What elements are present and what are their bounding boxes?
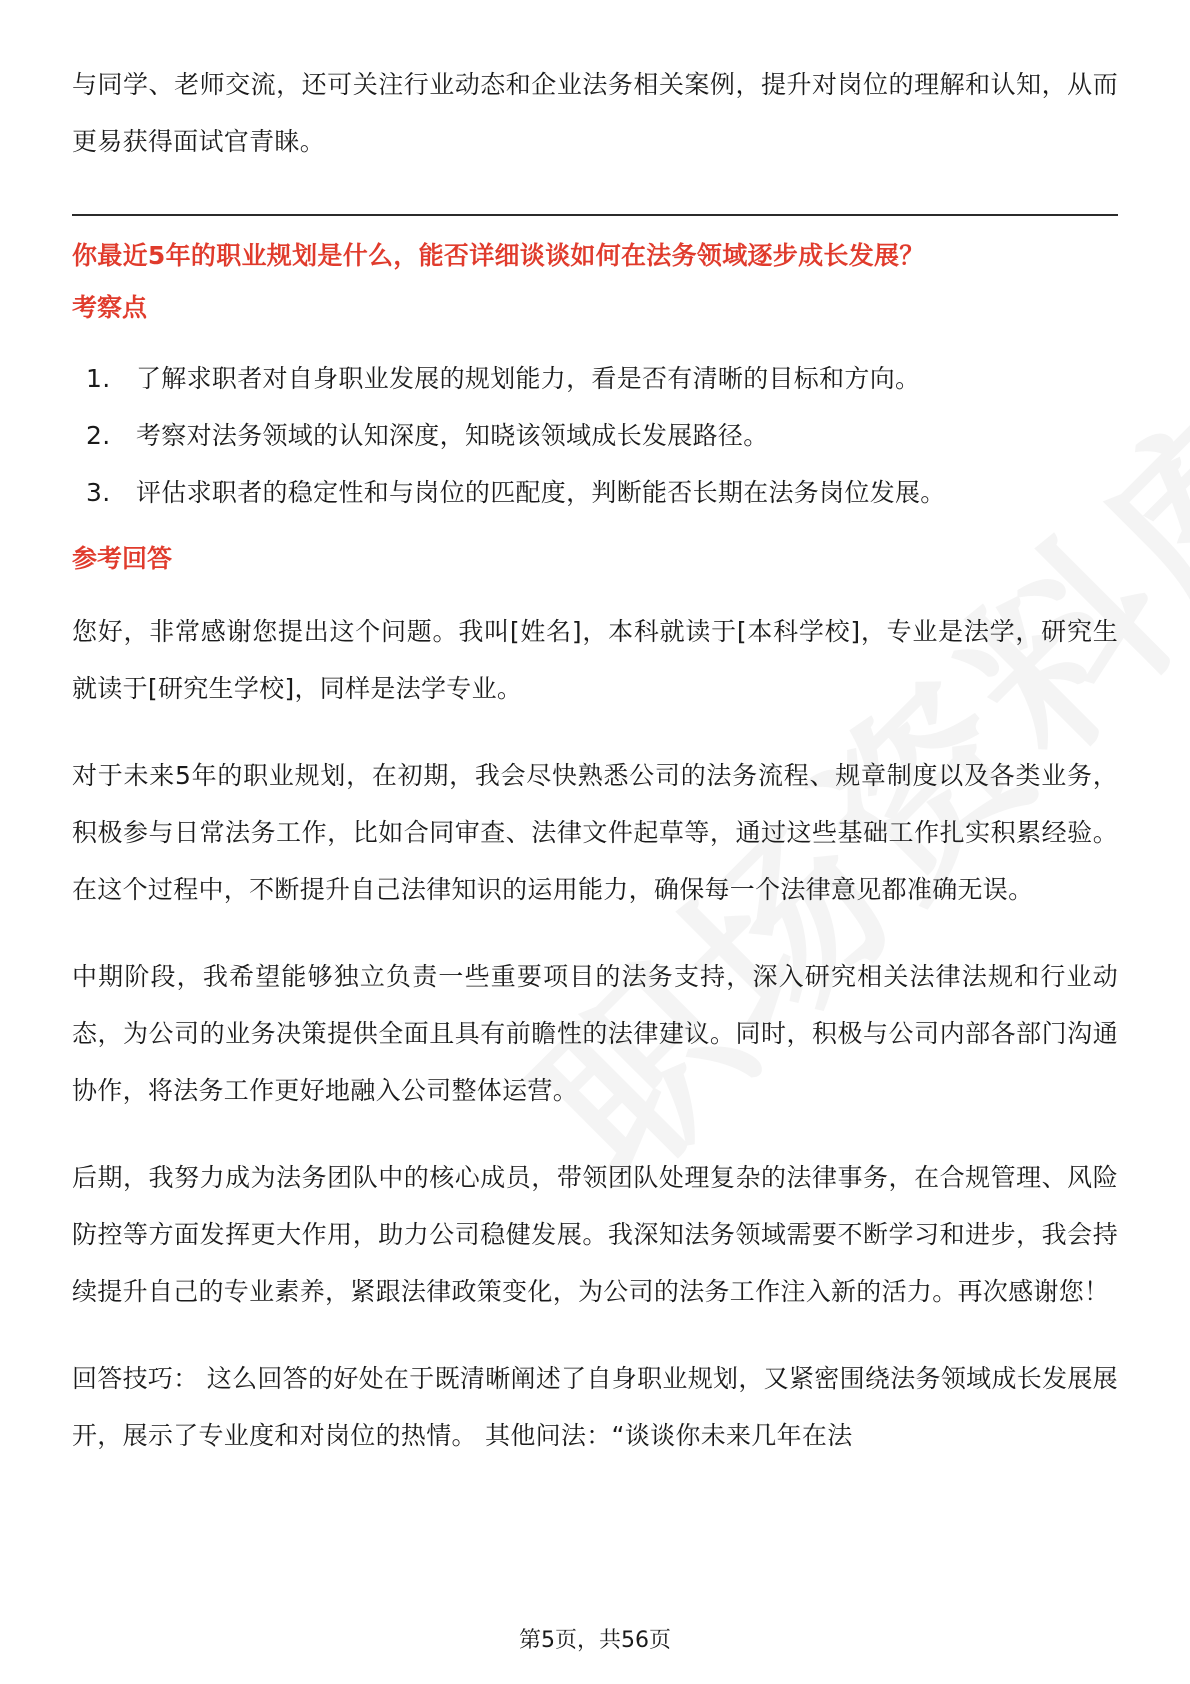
examine-label: 考察点 (72, 293, 148, 322)
list-item-number: 2. (86, 421, 111, 450)
list-item-number: 1. (86, 364, 111, 393)
list-item (72, 464, 1118, 521)
intro-paragraph: 与同学、老师交流，还可关注行业动态和企业法务相关案例，提升对岗位的理解和认知，从而更易获得面试官青睐。 (72, 70, 1118, 156)
answer-paragraph: 中期阶段，我希望能够独立负责一些重要项目的法务支持，深入研究相关法律法规和行业动态，为公司的业务决策提供全面且具有前瞻性的法律建议。同时，积极与公司内部各部门沟通协作，将法务工作更好地融入公司整体运营。 (72, 962, 1118, 1105)
list-item-text: 评估求职者的稳定性和与岗位的匹配度，判断能否长期在法务岗位发展。 (136, 478, 946, 507)
page-number-footer: 第5页，共56页 (519, 1628, 671, 1653)
list-item-number: 3. (86, 478, 111, 507)
section-divider (72, 214, 1118, 216)
document-page (72, 56, 1118, 1464)
answer-tips-paragraph: 回答技巧： 这么回答的好处在于既清晰阐述了自身职业规划，又紧密围绕法务领域成长发展展开，展示了专业度和对岗位的热情。 其他问法：“谈谈你未来几年在法 (72, 1364, 1118, 1450)
list-item (72, 407, 1118, 464)
question-heading: 你最近5年的职业规划是什么，能否详细谈谈如何在法务领域逐步成长发展？ (72, 241, 925, 270)
list-item (72, 350, 1118, 407)
answer-label: 参考回答 (72, 544, 173, 573)
answer-paragraph: 您好，非常感谢您提出这个问题。我叫[姓名]，本科就读于[本科学校]，专业是法学，研究生就读于[研究生学校]，同样是法学专业。 (72, 617, 1118, 703)
answer-paragraph: 后期，我努力成为法务团队中的核心成员，带领团队处理复杂的法律事务，在合规管理、风险防控等方面发挥更大作用，助力公司稳健发展。我深知法务领域需要不断学习和进步，我会持续提升自己的专业素养，紧跟法律政策变化，为公司的法务工作注入新的活力。再次感谢您！ (72, 1163, 1118, 1306)
examine-points-list (72, 350, 1118, 521)
list-item-text: 了解求职者对自身职业发展的规划能力，看是否有清晰的目标和方向。 (136, 364, 921, 393)
list-item-text: 考察对法务领域的认知深度，知晓该领域成长发展路径。 (136, 421, 769, 450)
answer-paragraph: 对于未来5年的职业规划，在初期，我会尽快熟悉公司的法务流程、规章制度以及各类业务，积极参与日常法务工作，比如合同审查、法律文件起草等，通过这些基础工作扎实积累经验。在这个过程中，不断提升自己法律知识的运用能力，确保每一个法律意见都准确无误。 (72, 761, 1118, 904)
